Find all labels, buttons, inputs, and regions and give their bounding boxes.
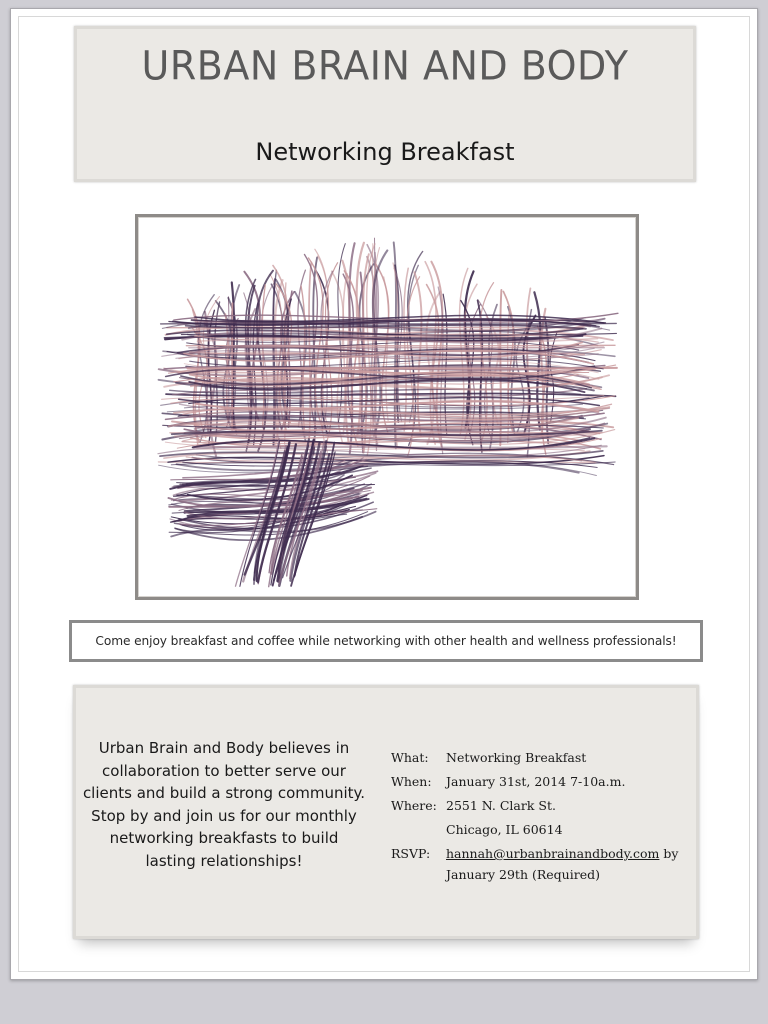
rsvp-label: RSVP: [391, 846, 431, 861]
blurb-line: lasting relationships! [145, 851, 303, 870]
header-panel [74, 26, 696, 182]
detail-row-where-city [391, 818, 691, 842]
rsvp-deadline: January 29th (Required) [446, 867, 600, 882]
detail-row-where [391, 794, 691, 818]
tagline-banner [69, 620, 703, 662]
what-label: What: [391, 750, 429, 765]
brain-illustration [135, 214, 639, 600]
blurb-line: networking breakfasts to build [109, 829, 339, 847]
detail-row-rsvp [391, 842, 691, 866]
flyer-title: URBAN BRAIN AND BODY [141, 42, 629, 90]
where-city: Chicago, IL 60614 [446, 822, 563, 837]
brain-fiber-image [138, 217, 636, 597]
when-label: When: [391, 774, 432, 789]
rsvp-by-text: by [659, 846, 679, 861]
tagline-text: Come enjoy breakfast and coffee while networking with other health and wellness professionals! [95, 634, 677, 648]
document-page [10, 8, 758, 980]
event-details [391, 746, 691, 884]
where-street: 2551 N. Clark St. [446, 798, 556, 813]
detail-row-when [391, 770, 691, 794]
blurb-line: clients and build a strong community. [82, 784, 366, 802]
when-value: January 31st, 2014 7-10a.m. [446, 774, 626, 789]
blurb-line: collaboration to better serve our [102, 761, 346, 780]
flyer-subtitle: Networking Breakfast [255, 138, 515, 166]
detail-row-what [391, 746, 691, 770]
info-panel [73, 685, 699, 939]
description-blurb [79, 737, 369, 872]
what-value: Networking Breakfast [446, 750, 587, 765]
rsvp-email-link[interactable]: hannah@urbanbrainandbody.com [446, 846, 660, 861]
blurb-line: Urban Brain and Body believes in [98, 739, 350, 757]
detail-row-rsvp-deadline [391, 866, 691, 884]
blurb-line: Stop by and join us for our monthly [91, 806, 357, 825]
where-label: Where: [391, 798, 437, 813]
